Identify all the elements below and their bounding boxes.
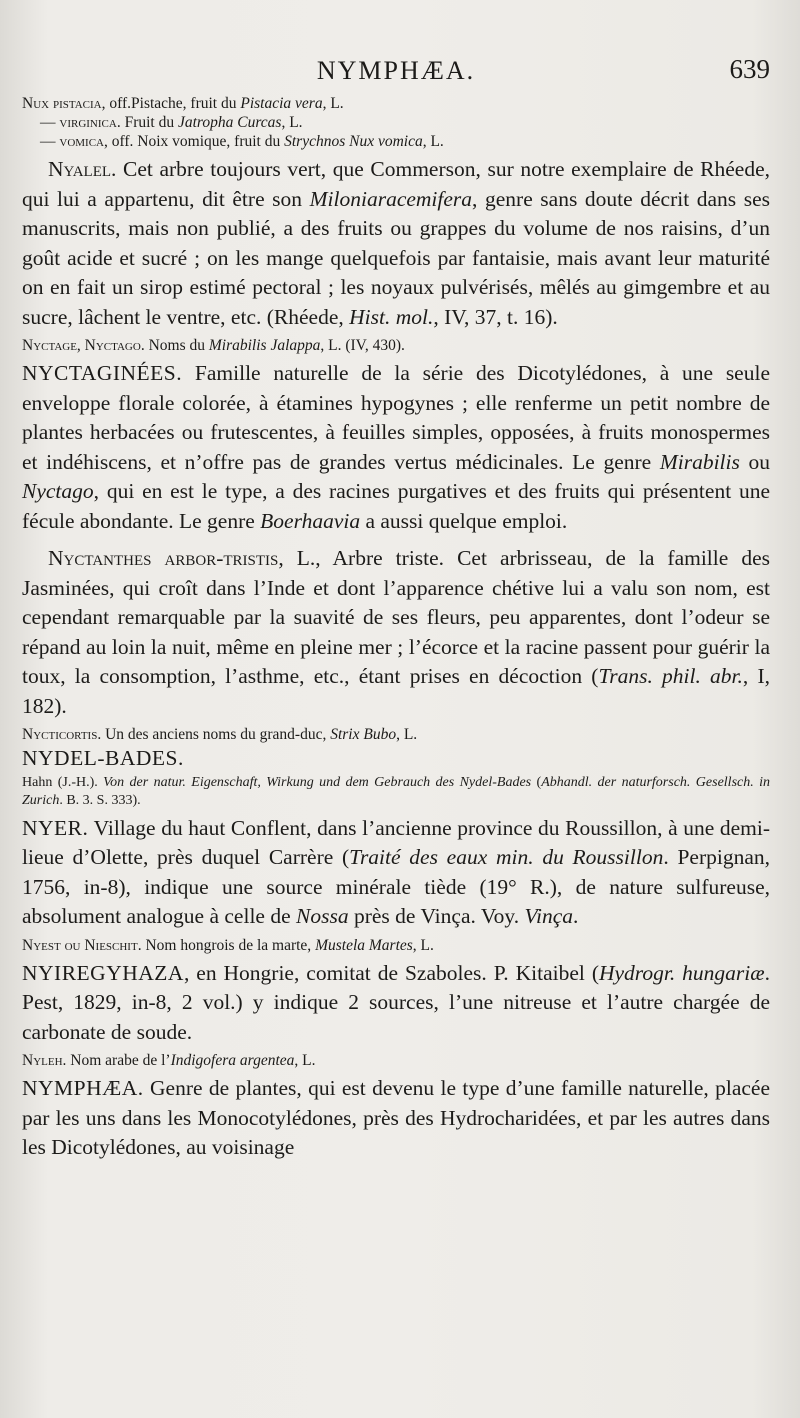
entry-nyctanthes: Nyctanthes arbor-tristis, L., Arbre triste. Cet arbrisseau, de la famille des Jasminées, qui croît dans l’Inde et dont l’apparence chétive lui a valu son nom, est cependant remarquable par la suavité de ses fleurs, peu apparentes, dont l’odeur se répand au loin la nuit, même en pleine mer ; l’écorce et la racine passent pour guérir la toux, la consomption, l’asthme, etc., étant prises en décoction (Trans. phil. abr., I, 182).	[22, 546, 770, 718]
entry-nyalel: Nyalel. Cet arbre toujours vert, que Commerson, sur notre exemplaire de Rhéede, qui lui a appartenu, dit être son Miloniaracemifera, genre sans doute décrit dans ses manuscrits, mais non publié, a des fruits ou grappes du volume de nos raisins, d’un goût acide et sucré ; on les mange quelquefois par fantaisie, mais avant leur maturité on en fait un sirop estimé pectoral ; les noyaux pulvérisés, mêlés au gimgembre et au sucre, lâchent le ventre, etc. (Rhéede, Hist. mol., IV, 37, t. 16).	[22, 157, 770, 329]
entry-nyer: NYER. Village du haut Conflent, dans l’ancienne province du Roussillon, à une demi-lieue d’Olette, près duquel Carrère (Traité des eaux min. du Roussillon. Perpignan, 1756, in-8), indique une source minérale tiède (19° R.), de nature sulfureuse, absolument analogue à celle de Nossa près de Vinça. Voy. Vinça.	[22, 815, 770, 928]
entry-nux-pistacia: Nux pistacia, off.Pistache, fruit du Pistacia vera, L.	[22, 95, 344, 112]
entry-virginica: — virginica. Fruit du Jatropha Curcas, L.	[40, 114, 303, 131]
running-head	[22, 52, 770, 92]
entry-vomica: — vomica, off. Noix vomique, fruit du Strychnos Nux vomica, L.	[40, 133, 444, 150]
entry-nydel-bades-reference: Hahn (J.-H.). Von der natur. Eigenschaft, Wirkung und dem Gebrauch des Nydel-Bades (Abhandl. der naturforsch. Gesellsch. in Zurich. B. 3. S. 333).	[22, 774, 771, 808]
entry-nydel-bades: NYDEL-BADES.	[22, 746, 184, 770]
page-number: 639	[729, 54, 770, 84]
entry-nyiregyhaza: NYIREGYHAZA, en Hongrie, comitat de Szaboles. P. Kitaibel (Hydrogr. hungariæ. Pest, 1829, in-8, 2 vol.) y indique 2 sources, l’une nitreuse et l’autre chargée de carbonate de soude.	[22, 960, 770, 1044]
entry-nyctage: Nyctage, Nyctago. Noms du Mirabilis Jalappa, L. (IV, 430).	[22, 337, 405, 354]
entry-nyctaginees: NYCTAGINÉES. Famille naturelle de la série des Dicotylédones, à une seule enveloppe florale colorée, à étamines hypogynes ; elle renferme un petit nombre de plantes herbacées ou frutescentes, à feuilles simples, opposées, à fruits monospermes et indéhiscens, et n’offre pas de grandes vertus médicinales. Le genre Mirabilis ou Nyctago, qui en est le type, a des racines purgatives et des fruits qui présentent une fécule abondante. Le genre Boerhaavia a aussi quelque emploi.	[22, 361, 771, 533]
dictionary-text	[22, 94, 770, 1163]
entry-nyleh: Nyleh. Nom arabe de l’Indigofera argentea, L.	[22, 1052, 316, 1069]
entry-nycticortis: Nycticortis. Un des anciens noms du grand-duc, Strix Bubo, L.	[22, 726, 418, 743]
entry-nyest: Nyest ou Nieschit. Nom hongrois de la marte, Mustela Martes, L.	[22, 936, 434, 954]
entry-nymphaea: NYMPHÆA. Genre de plantes, qui est devenu le type d’une famille naturelle, placée par les uns dans les Monocotylédones, près des Hydrocharidées, et par les autres dans les Dicotylédones, au voisinage	[22, 1076, 770, 1159]
running-title: NYMPHÆA.	[316, 56, 476, 85]
